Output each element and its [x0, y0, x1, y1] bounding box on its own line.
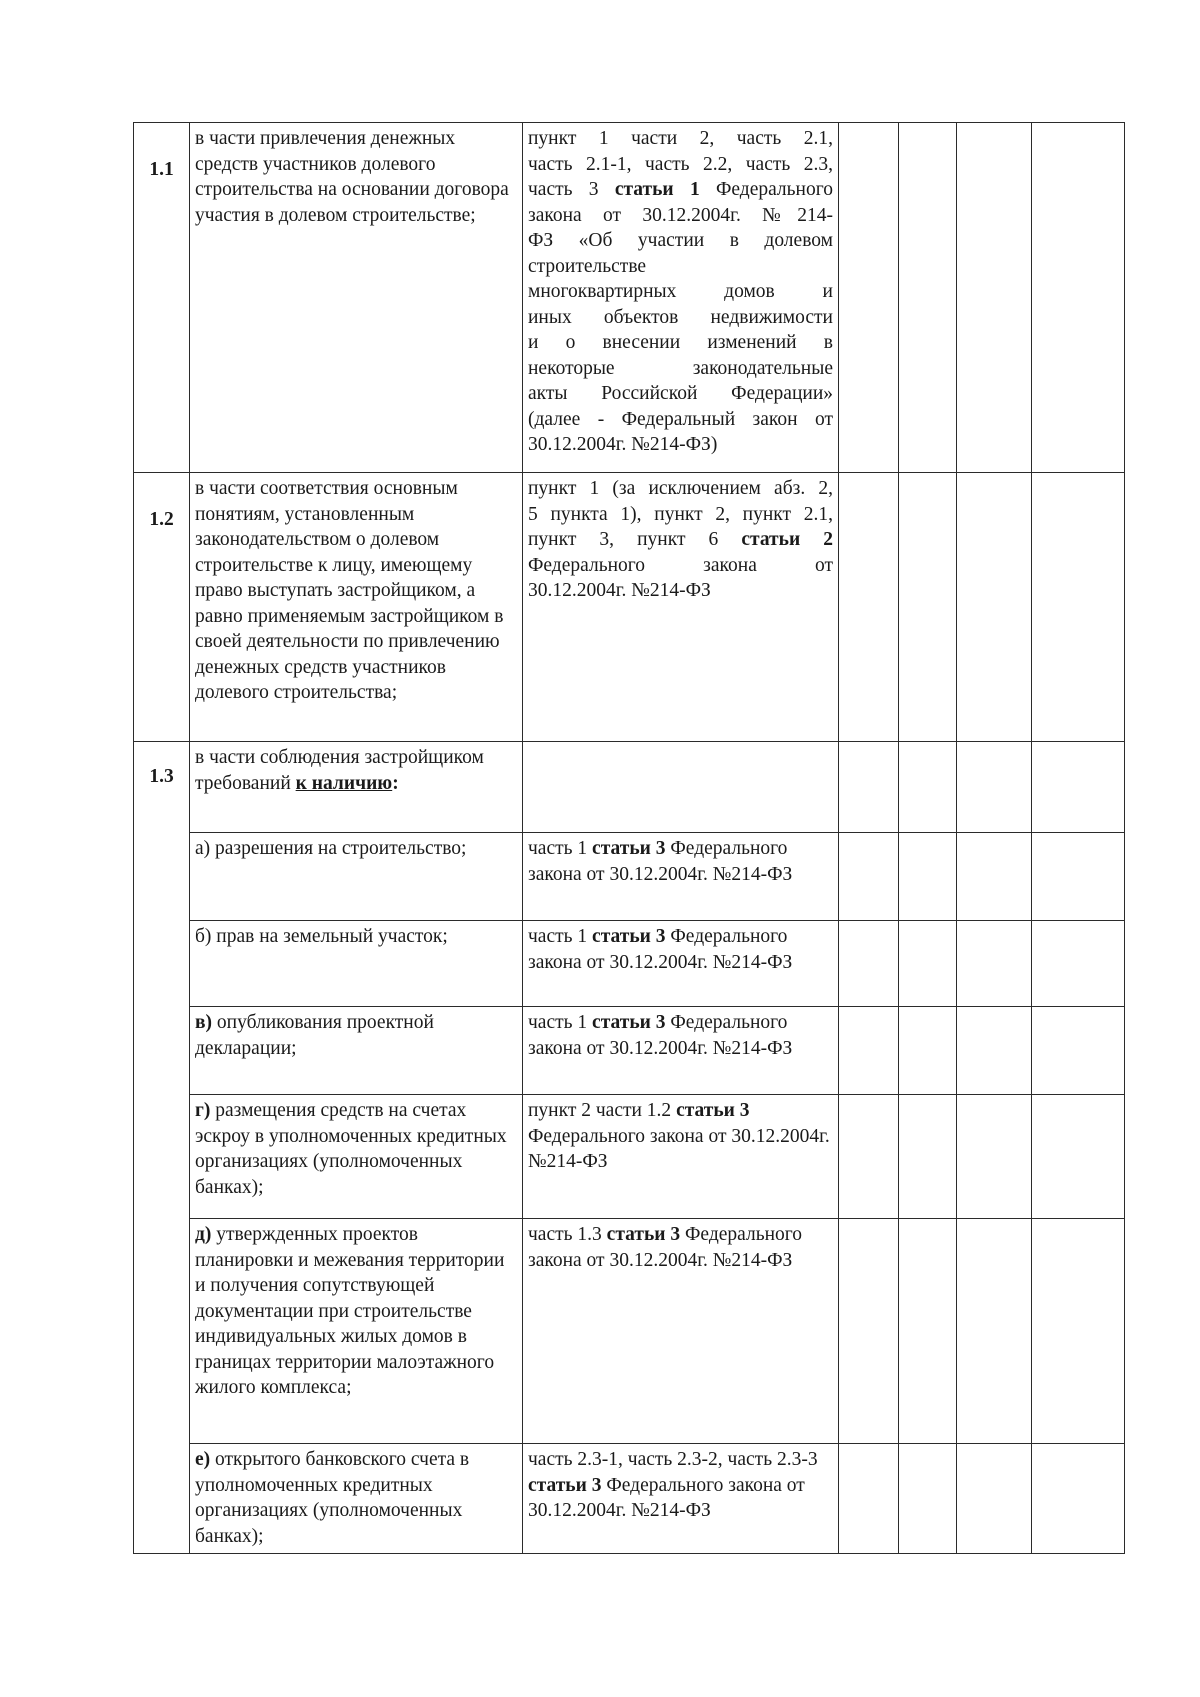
empty-cell [1032, 1095, 1125, 1219]
empty-cell [957, 921, 1032, 1007]
ref-article-bold: статьи 2 [741, 529, 833, 550]
ref-article-bold: статьи 3 [592, 838, 666, 859]
legal-reference: часть 1 статьи 3 Федерального закона от 30.12.2004г. №214-ФЗ [523, 1007, 839, 1095]
table-row-1-3-b [134, 921, 1125, 1007]
empty-cell [839, 921, 899, 1007]
ref-line: часть 2.1-1, часть 2.2, часть 2.3, [528, 153, 833, 175]
empty-cell [1032, 1444, 1125, 1554]
empty-cell [839, 1444, 899, 1554]
ref-line: строительстве [528, 255, 647, 277]
empty-cell [839, 742, 899, 833]
ref-line: Федерального закона от [528, 554, 833, 576]
empty-cell [899, 1095, 957, 1219]
empty-cell [1032, 742, 1125, 833]
ref-line: иных объектов недвижимости [528, 306, 833, 328]
empty-cell [899, 123, 957, 473]
requirement-description: б) прав на земельный участок; [190, 921, 523, 1007]
legal-reference: часть 1 статьи 3 Федерального закона от 30.12.2004г. №214-ФЗ [523, 833, 839, 921]
requirement-description: в части привлечения денежных средств участников долевого строительства на основании договора участия в долевом строительстве; [190, 123, 523, 473]
ref-line: многоквартирных домов и [528, 281, 833, 302]
empty-cell [839, 1007, 899, 1095]
row-number: 1.1 [134, 123, 190, 473]
ref-article-bold: статьи 3 [592, 926, 666, 947]
legal-reference [523, 742, 839, 833]
empty-cell [899, 833, 957, 921]
checklist-table [133, 122, 1125, 1554]
emphasis-text: к наличию [295, 772, 393, 794]
requirement-description: д) утвержденных проектов планировки и межевания территории и получения сопутствующей документации при строительстве индивидуальных жилых домов в границах территории малоэтажного жилого комплекса; [190, 1219, 523, 1444]
ref-article-bold: статьи 1 [614, 179, 700, 200]
empty-cell [839, 1095, 899, 1219]
empty-cell [839, 473, 899, 742]
empty-cell [1032, 921, 1125, 1007]
ref-article-bold: статьи 3 [606, 1224, 681, 1245]
ref-line: некоторые законодательные [528, 357, 833, 379]
ref-line-with-bold: пункт 3, пункт 6 статьи 2 [528, 529, 833, 550]
ref-line: ФЗ «Об участии в долевом [528, 230, 833, 251]
ref-line: 30.12.2004г. №214-ФЗ) [528, 434, 718, 455]
legal-reference: часть 2.3-1, часть 2.3-2, часть 2.3-3 статьи 3 Федерального закона от 30.12.2004г. №214-ФЗ [523, 1444, 839, 1554]
empty-cell [1032, 473, 1125, 742]
empty-cell [957, 1219, 1032, 1444]
empty-cell [957, 1444, 1032, 1554]
table-row-1-2 [134, 473, 1125, 742]
empty-cell [899, 921, 957, 1007]
empty-cell [957, 833, 1032, 921]
requirement-description: г) размещения средств на счетах эскроу в уполномоченных кредитных организациях (уполномоченных банках); [190, 1095, 523, 1219]
empty-cell [899, 1219, 957, 1444]
legal-reference: часть 1 статьи 3 Федерального закона от 30.12.2004г. №214-ФЗ [523, 921, 839, 1007]
requirement-description: е) открытого банковского счета в уполномоченных кредитных организациях (уполномоченных банках); [190, 1444, 523, 1554]
ref-line: 5 пункта 1), пункт 2, пункт 2.1, [528, 503, 833, 525]
ref-line: пункт 1 (за исключением абз. 2, [528, 478, 833, 499]
empty-cell [899, 473, 957, 742]
legal-reference [523, 473, 839, 742]
empty-cell [1032, 833, 1125, 921]
empty-cell [957, 742, 1032, 833]
legal-reference: пункт 2 части 1.2 статьи 3 Федерального закона от 30.12.2004г. №214-ФЗ [523, 1095, 839, 1219]
empty-cell [839, 833, 899, 921]
empty-cell [957, 1095, 1032, 1219]
empty-cell [957, 473, 1032, 742]
ref-article-bold: статьи 3 [676, 1100, 750, 1121]
legal-reference: часть 1.3 статьи 3 Федерального закона от 30.12.2004г. №214-ФЗ [523, 1219, 839, 1444]
table-row-1-3-d [134, 1219, 1125, 1444]
empty-cell [899, 1007, 957, 1095]
ref-line: 30.12.2004г. №214-ФЗ [528, 580, 711, 601]
table-row-1-3-v [134, 1007, 1125, 1095]
empty-cell [899, 1444, 957, 1554]
empty-cell [839, 123, 899, 473]
table-row-1-3 [134, 742, 1125, 833]
empty-cell [1032, 1007, 1125, 1095]
requirement-description: в части соблюдения застройщиком требований к наличию: [190, 742, 523, 833]
ref-article-bold: статьи 3 [528, 1474, 602, 1496]
ref-line: закона от 30.12.2004г. №214- [528, 204, 833, 226]
ref-line: акты Российской Федерации» [528, 383, 833, 404]
table-row-1-1 [134, 123, 1125, 473]
legal-reference [523, 123, 839, 473]
table-row-1-3-a [134, 833, 1125, 921]
row-number: 1.3 [134, 742, 190, 1554]
table-row-1-3-g [134, 1095, 1125, 1219]
ref-article-bold: статьи 3 [592, 1012, 666, 1033]
requirement-description: в) опубликования проектной декларации; [190, 1007, 523, 1095]
empty-cell [899, 742, 957, 833]
empty-cell [1032, 123, 1125, 473]
row-number: 1.2 [134, 473, 190, 742]
table-row-1-3-e [134, 1444, 1125, 1554]
ref-line: (далее - Федеральный закон от [528, 408, 833, 430]
empty-cell [957, 1007, 1032, 1095]
empty-cell [1032, 1219, 1125, 1444]
ref-line: пункт 1 части 2, часть 2.1, [528, 128, 833, 149]
requirement-description: в части соответствия основным понятиям, установленным законодательством о долевом строительстве к лицу, имеющему право выступать застройщиком, а равно применяемым застройщиком в своей деятельности по привлечению денежных средств участников долевого строительства; [190, 473, 523, 742]
empty-cell [839, 1219, 899, 1444]
requirement-description: а) разрешения на строительство; [190, 833, 523, 921]
ref-line: и о внесении изменений в [528, 332, 833, 353]
ref-text: часть 3 [528, 179, 615, 200]
ref-line-with-bold: часть 3 статьи 1 Федерального [528, 179, 834, 200]
empty-cell [957, 123, 1032, 473]
